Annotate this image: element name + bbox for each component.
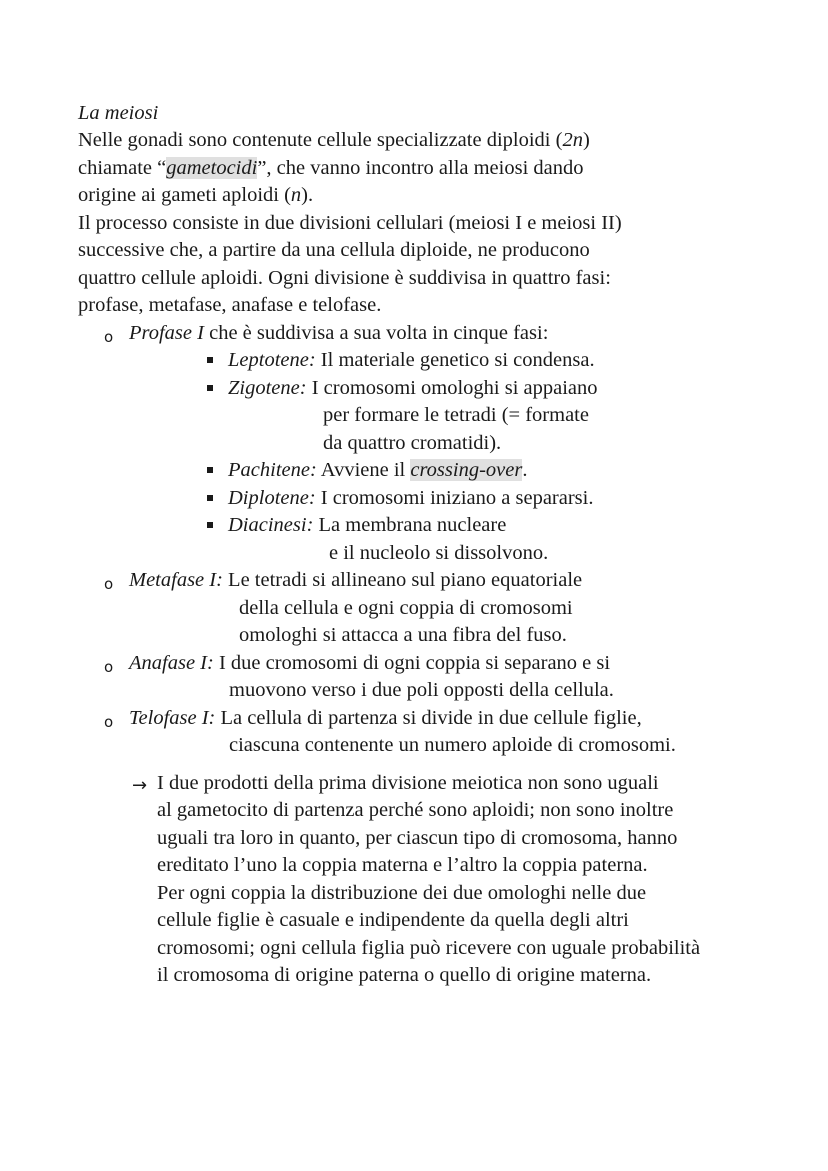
leptotene-item [228,347,595,374]
bullet-square-icon [207,522,213,528]
intro-line-2 [78,155,584,182]
intro-text: ”, che vanno incontro alla meiosi dando [257,157,584,179]
bullet-square-icon [207,385,213,391]
bullet-circle-icon: o [104,328,114,346]
note-line-5: Per ogni coppia la distribuzione dei due omologhi nelle due [157,882,647,904]
note-line-3: uguali tra loro in quanto, per ciascun tipo di cromosoma, hanno [157,827,678,849]
arrow-right-icon: → [132,775,148,796]
diplotene-name: Diplotene: [228,487,316,509]
telofase-name: Telofase I: [129,707,216,729]
pachitene-name: Pachitene: [228,459,317,481]
profase-text: che è suddivisa a sua volta in cinque fasi: [203,322,549,344]
note-line-4: ereditato l’uno la coppia materna e l’altro la coppia paterna. [157,854,648,876]
intro-line-1 [78,127,590,154]
intro-text: Nelle gonadi sono contenute cellule specializzate diploidi ( [78,129,563,151]
note-line-6: cellule figlie è casuale e indipendente da quella degli altri [157,909,629,931]
pachitene-item [228,457,527,484]
diacinesi-name: Diacinesi: [228,514,314,536]
anafase-item [129,650,610,677]
diplotene-item [228,485,593,512]
bullet-square-icon [207,467,213,473]
highlighted-term-gametocidi: gametocidi [166,157,258,179]
note-line-8: il cromosoma di origine paterna o quello di origine materna. [157,964,652,986]
anafase-text: I due cromosomi di ogni coppia si separano e si [213,652,611,674]
intro-line-6: quattro cellule aploidi. Ogni divisione è suddivisa in quattro fasi: [78,267,611,289]
anafase-name: Anafase I: [129,652,214,674]
intro-line-4: Il processo consiste in due divisioni cellulari (meiosi I e meiosi II) [78,212,622,234]
zigotene-text: I cromosomi omologhi si appaiano [306,377,598,399]
diacinesi-text: La membrana nucleare [313,514,507,536]
diacinesi-item [228,512,506,539]
intro-n: n [290,184,302,206]
intro-paren: ). [301,184,314,206]
zigotene-item [228,375,598,402]
bullet-circle-icon: o [104,658,114,676]
note-line-2: al gametocito di partenza perché sono aploidi; non sono inoltre [157,799,674,821]
pachitene-end: . [522,459,528,481]
note-line-7: cromosomi; ogni cellula figlia può ricevere con uguale probabilità [157,937,701,959]
telofase-text: La cellula di partenza si divide in due cellule figlie, [215,707,642,729]
anafase-line-2: muovono verso i due poli opposti della cellula. [229,679,614,701]
metafase-name: Metafase I: [129,569,223,591]
metafase-line-3: omologhi si attacca a una fibra del fuso. [239,624,567,646]
profase-item [129,320,548,347]
zigotene-name: Zigotene: [228,377,307,399]
intro-paren: ) [582,129,590,151]
telofase-item [129,705,642,732]
highlighted-term-crossing-over: crossing-over [410,459,523,481]
leptotene-text: Il materiale genetico si condensa. [315,349,595,371]
metafase-line-2: della cellula e ogni coppia di cromosomi [239,597,573,619]
bullet-square-icon [207,495,213,501]
intro-line-3 [78,182,313,209]
section-title: La meiosi [78,102,159,124]
telofase-line-2: ciascuna contenente un numero aploide di cromosomi. [229,734,676,756]
intro-2n: 2n [562,129,583,151]
pachitene-text: Avviene il [316,459,411,481]
metafase-item [129,567,582,594]
intro-line-7: profase, metafase, anafase e telofase. [78,294,382,316]
profase-name: Profase I [129,322,204,344]
bullet-circle-icon: o [104,713,114,731]
metafase-text: Le tetradi si allineano sul piano equatoriale [222,569,583,591]
diplotene-text: I cromosomi iniziano a separarsi. [315,487,594,509]
intro-text: chiamate “ [78,157,167,179]
intro-text: origine ai gameti aploidi ( [78,184,291,206]
note-line-1: I due prodotti della prima divisione meiotica non sono uguali [157,772,659,794]
zigotene-line-3: da quattro cromatidi). [323,432,502,454]
leptotene-name: Leptotene: [228,349,316,371]
bullet-square-icon [207,357,213,363]
zigotene-line-2: per formare le tetradi (= formate [323,404,589,426]
bullet-circle-icon: o [104,575,114,593]
diacinesi-line-2: e il nucleolo si dissolvono. [329,542,549,564]
intro-line-5: successive che, a partire da una cellula diploide, ne producono [78,239,590,261]
